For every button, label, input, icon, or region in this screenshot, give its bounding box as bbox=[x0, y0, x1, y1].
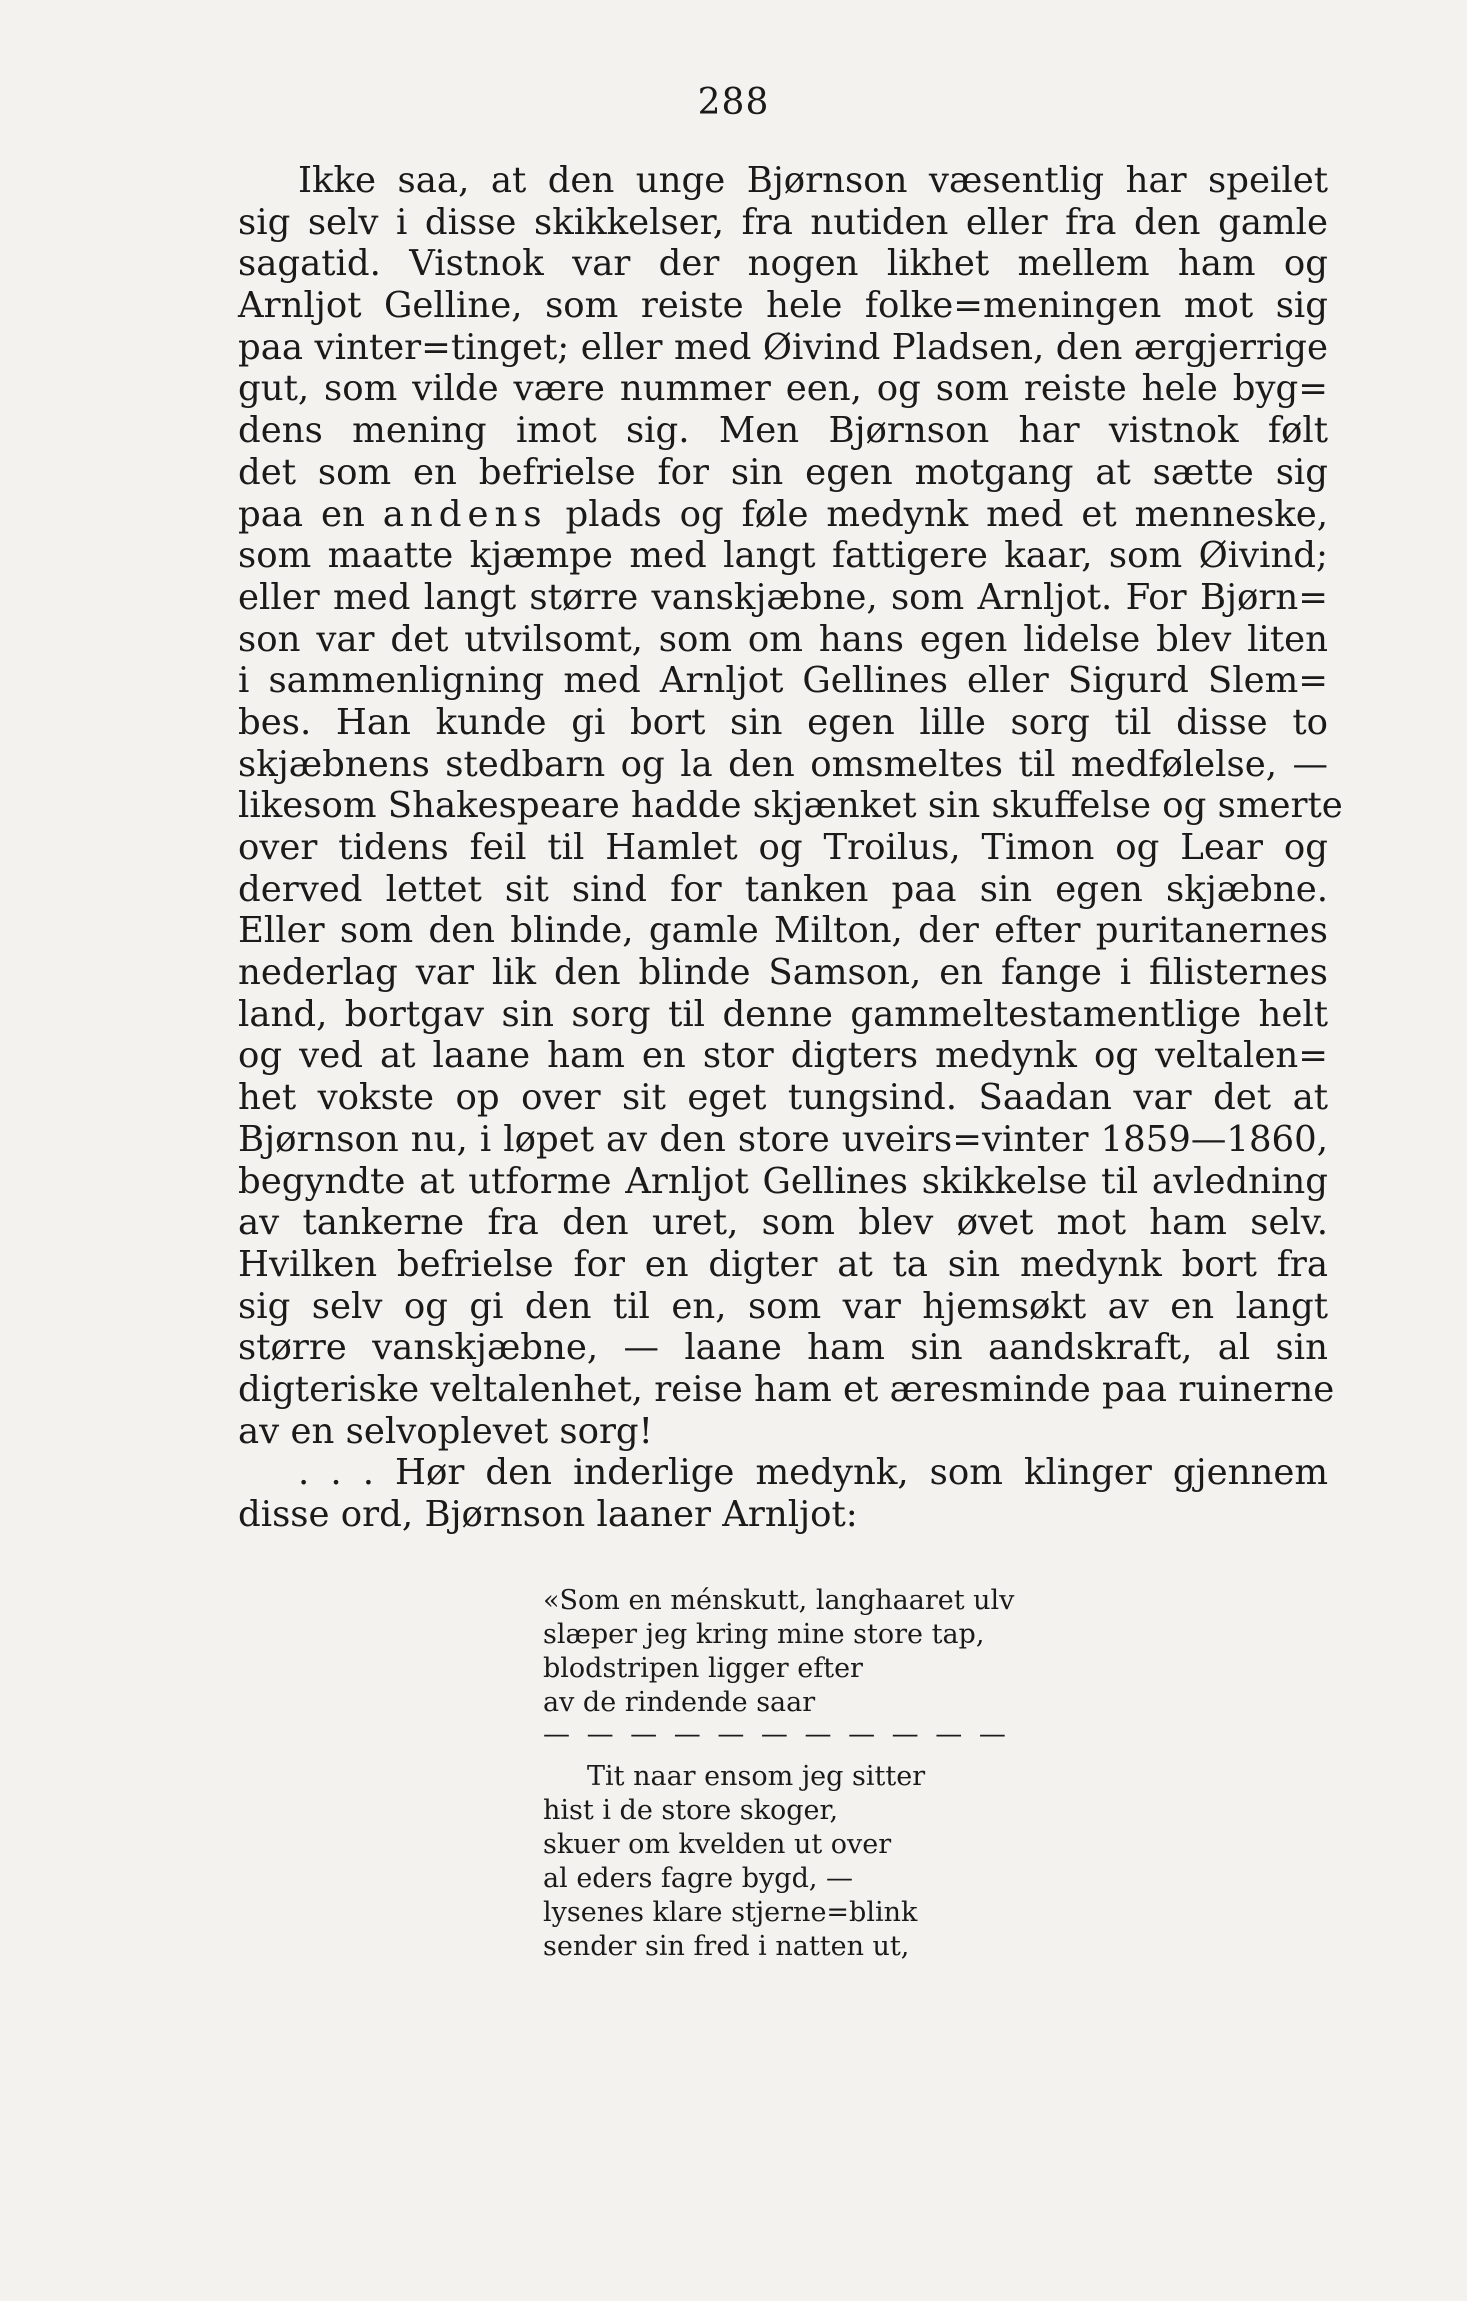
poem-divider: — — — — — — — — — — — bbox=[543, 1719, 1010, 1750]
poem-line: av de rindende saar bbox=[543, 1687, 816, 1718]
text-line: det som en befrielse for sin egen motgang at sætte sig bbox=[238, 451, 1328, 493]
text-line-emphasis bbox=[238, 494, 1328, 536]
text-line: skjæbnens stedbarn og la den omsmeltes til medfølelse, — bbox=[238, 743, 1328, 785]
text-line: over tidens feil til Hamlet og Troilus, Timon og Lear og bbox=[238, 827, 1328, 868]
spaced-emphasis: andens bbox=[382, 493, 548, 535]
text-line: Bjørnson nu, i løpet av den store uveirs=vinter 1859—1860, bbox=[238, 1118, 1328, 1160]
text-line: Arnljot Gelline, som reiste hele folke=meningen mot sig bbox=[238, 285, 1328, 327]
text-line: nederlag var lik den blinde Samson, en fange i filisternes bbox=[238, 952, 1328, 994]
poem-line: slæper jeg kring mine store tap, bbox=[543, 1619, 985, 1650]
body-text bbox=[238, 160, 1343, 1536]
text-line: eller med langt større vanskjæbne, som Arnljot. For Bjørn= bbox=[238, 576, 1328, 618]
text-line: større vanskjæbne, — laane ham sin aandskraft, al sin bbox=[238, 1327, 1328, 1369]
poem-line: skuer om kvelden ut over bbox=[543, 1829, 892, 1860]
text-line: sig selv i disse skikkelser, fra nutiden eller fra den gamle bbox=[238, 201, 1328, 243]
poem-line: «Som en ménskutt, langhaaret ulv bbox=[543, 1585, 1015, 1616]
text-line: Eller som den blinde, gamle Milton, der efter puritanernes bbox=[238, 910, 1328, 952]
text-line: av tankerne fra den uret, som blev øvet mot ham selv. bbox=[238, 1202, 1328, 1244]
poem-line: blodstripen ligger efter bbox=[543, 1653, 863, 1684]
text-line: gut, som vilde være nummer een, og som reiste hele byg= bbox=[238, 368, 1328, 410]
text-line: bes. Han kunde gi bort sin egen lille sorg til disse to bbox=[238, 701, 1328, 743]
text-line: begyndte at utforme Arnljot Gellines skikkelse til avledning bbox=[238, 1160, 1328, 1202]
text-line: likesom Shakespeare hadde skjænket sin skuffelse og smerte bbox=[238, 785, 1343, 827]
stanza-gap bbox=[543, 1750, 1103, 1760]
text-line: Ikke saa, at den unge Bjørnson væsentlig har speilet bbox=[298, 160, 1328, 201]
poem-line: al eders fagre bygd, — bbox=[543, 1863, 854, 1894]
text-line: derved lettet sit sind for tanken paa sin egen skjæbne. bbox=[238, 868, 1328, 910]
text-segment: plads og føle medynk med et menneske, bbox=[547, 493, 1329, 535]
poem-quote bbox=[543, 1584, 1103, 1964]
text-line: . . . Hør den inderlige medynk, som klinger gjennem bbox=[298, 1452, 1328, 1494]
text-line: disse ord, Bjørnson laaner Arnljot: bbox=[238, 1494, 858, 1535]
poem-line: hist i de store skoger, bbox=[543, 1795, 839, 1826]
page-number: 288 bbox=[697, 82, 770, 123]
text-line: paa vinter=tinget; eller med Øivind Pladsen, den ærgjerrige bbox=[238, 326, 1328, 368]
text-line: av en selvoplevet sorg! bbox=[238, 1410, 653, 1452]
text-line: digteriske veltalenhet, reise ham et æresminde paa ruinerne bbox=[238, 1368, 1335, 1410]
text-line: sig selv og gi den til en, som var hjemsøkt av en langt bbox=[238, 1285, 1328, 1327]
text-line: Hvilken befrielse for en digter at ta sin medynk bort fra bbox=[238, 1243, 1328, 1285]
text-line: og ved at laane ham en stor digters medynk og veltalen= bbox=[238, 1035, 1328, 1077]
text-line: het vokste op over sit eget tungsind. Saadan var det at bbox=[238, 1077, 1328, 1119]
text-line: sagatid. Vistnok var der nogen likhet mellem ham og bbox=[238, 243, 1328, 285]
poem-line: sender sin fred i natten ut, bbox=[543, 1931, 910, 1962]
text-line: som maatte kjæmpe med langt fattigere kaar, som Øivind; bbox=[238, 535, 1328, 577]
poem-line: lysenes klare stjerne=blink bbox=[543, 1897, 918, 1928]
text-line: dens mening imot sig. Men Bjørnson har vistnok følt bbox=[238, 410, 1328, 452]
text-line: land, bortgav sin sorg til denne gammeltestamentlige helt bbox=[238, 993, 1328, 1035]
text-line: i sammenligning med Arnljot Gellines eller Sigurd Slem= bbox=[238, 660, 1328, 702]
text-segment: paa en bbox=[238, 493, 383, 535]
text-line: son var det utvilsomt, som om hans egen lidelse blev liten bbox=[238, 618, 1328, 660]
poem-line: Tit naar ensom jeg sitter bbox=[587, 1761, 926, 1792]
